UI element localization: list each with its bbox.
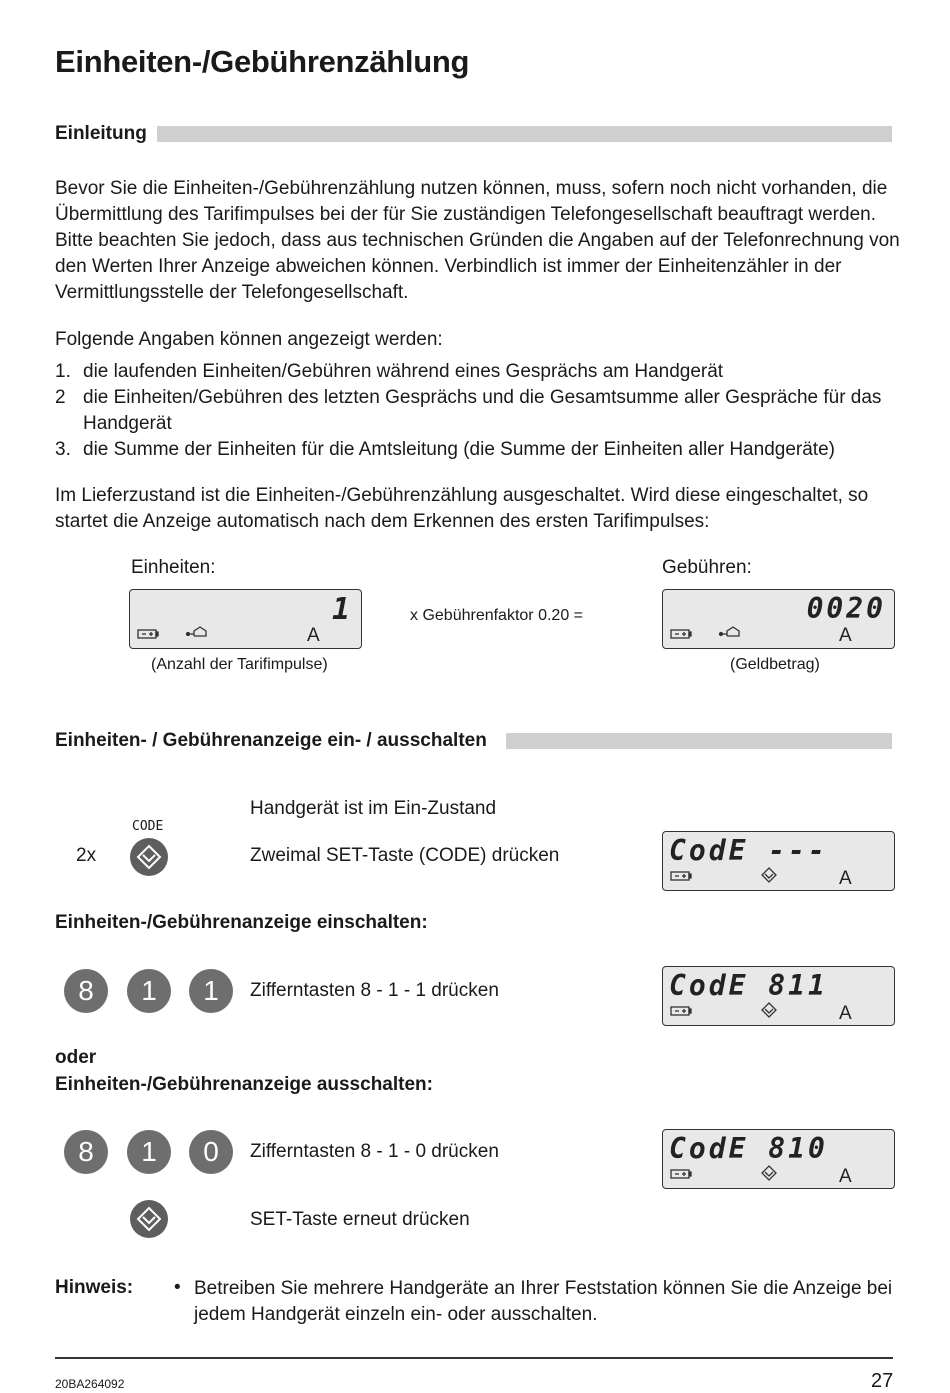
fees-display (662, 589, 895, 649)
list-intro: Folgende Angaben können angezeigt werden: (55, 329, 443, 350)
units-display (129, 589, 362, 649)
code-value: CodE 810 (669, 1132, 828, 1165)
set-button[interactable] (130, 1200, 168, 1238)
set-icon (130, 1200, 168, 1238)
set-symbol-icon (762, 1003, 776, 1017)
code-value: CodE --- (669, 834, 828, 867)
doc-id: 20BA264092 (55, 1377, 125, 1391)
set-button[interactable] (130, 838, 168, 876)
handset-letter: A (839, 1166, 852, 1187)
home-icon (187, 627, 207, 636)
set-symbol-icon (762, 868, 776, 882)
page-title: Einheiten-/Gebührenzählung (55, 44, 470, 79)
set-symbol-icon (762, 1166, 776, 1180)
battery-icon (671, 1007, 691, 1015)
units-value: 1 (331, 592, 353, 627)
note-text: Betreiben Sie mehrere Handgeräte an Ihrer Feststation können Sie die Anzeige bei jedem Handgerät einzeln ein- oder ausschalten. (194, 1278, 893, 1325)
step-enable-code: Zifferntasten 8 - 1 - 1 drücken (250, 980, 499, 1001)
section-bar (157, 126, 892, 142)
digit-1-key[interactable]: 1 (127, 969, 171, 1013)
disable-heading: Einheiten-/Gebührenanzeige ausschalten: (55, 1074, 433, 1095)
handset-letter: A (839, 625, 852, 646)
footer-rule (55, 1357, 893, 1359)
handset-letter: A (839, 1003, 852, 1024)
step-handset-on: Handgerät ist im Ein-Zustand (250, 798, 497, 819)
step-disable-code: Zifferntasten 8 - 1 - 0 drücken (250, 1141, 499, 1162)
digit-0-key[interactable]: 0 (189, 1130, 233, 1174)
fee-factor-text: x Gebührenfaktor 0.20 = (410, 607, 583, 624)
section-bar (506, 733, 892, 749)
list-number: 2 (55, 387, 66, 408)
home-icon (720, 627, 740, 636)
display-icons (130, 590, 361, 648)
list-item (55, 385, 905, 437)
page-number: 27 (871, 1370, 894, 1392)
list-number: 1. (55, 361, 71, 382)
digit-1-key[interactable]: 1 (127, 1130, 171, 1174)
set-icon (130, 838, 168, 876)
press-twice-label: 2x (76, 845, 97, 866)
fees-value: 0020 (806, 592, 886, 625)
code-key-label: CODE (132, 819, 164, 834)
battery-icon (671, 630, 691, 638)
handset-letter: A (839, 868, 852, 889)
code-display-disable (662, 1129, 895, 1189)
delivery-state-paragraph: Im Lieferzustand ist die Einheiten-/Gebührenzählung ausgeschaltet. Wird diese eingeschaltet, so startet die Anzeige automatisch nach dem Erkennen des ersten Tarifimpulses: (55, 485, 869, 532)
battery-icon (671, 1170, 691, 1178)
battery-icon (138, 630, 158, 638)
enable-heading: Einheiten-/Gebührenanzeige einschalten: (55, 912, 428, 933)
list-text: die Summe der Einheiten für die Amtsleitung (die Summe der Einheiten aller Handgeräte) (83, 439, 835, 460)
note-label: Hinweis: (55, 1277, 134, 1298)
list-item (55, 359, 905, 385)
digit-8-key[interactable]: 8 (64, 969, 108, 1013)
code-display-enable (662, 966, 895, 1026)
battery-icon (671, 872, 691, 880)
units-caption: (Anzahl der Tarifimpulse) (151, 656, 328, 673)
step-press-set-twice: Zweimal SET-Taste (CODE) drücken (250, 845, 560, 866)
digit-1-key[interactable]: 1 (189, 969, 233, 1013)
list-item (55, 437, 905, 463)
intro-paragraph: Bevor Sie die Einheiten-/Gebührenzählung nutzen können, muss, sofern noch nicht vorhanden, die Übermittlung des Tarifimpulses bei der für Sie zuständigen Telefongesellschaft beauftragt werden. Bitte beachten Sie jedoch, dass aus technischen Gründen die Angaben auf der Telefonrechnung von den Werten Ihrer Anzeige abweichen können. Verbindlich ist immer der Einheitenzähler in der Vermittlungsstelle der Telefongesellschaft. (55, 178, 900, 303)
or-label: oder (55, 1047, 97, 1068)
units-label: Einheiten: (131, 557, 216, 578)
list-text: die laufenden Einheiten/Gebühren während eines Gesprächs am Handgerät (83, 361, 724, 382)
list-number: 3. (55, 439, 71, 460)
step-press-set-again: SET-Taste erneut drücken (250, 1209, 470, 1230)
note-bullet: • (174, 1277, 181, 1298)
section-heading-display-toggle: Einheiten- / Gebührenanzeige ein- / ausschalten (55, 730, 487, 751)
fees-label: Gebühren: (662, 557, 752, 578)
list-text: die Einheiten/Gebühren des letzten Gesprächs und die Gesamtsumme aller Gespräche für das Handgerät (83, 387, 882, 434)
handset-letter: A (307, 625, 320, 646)
section-heading-einleitung: Einleitung (55, 123, 147, 144)
digit-8-key[interactable]: 8 (64, 1130, 108, 1174)
fees-caption: (Geldbetrag) (730, 656, 820, 673)
code-display-1 (662, 831, 895, 891)
code-value: CodE 811 (669, 969, 828, 1002)
